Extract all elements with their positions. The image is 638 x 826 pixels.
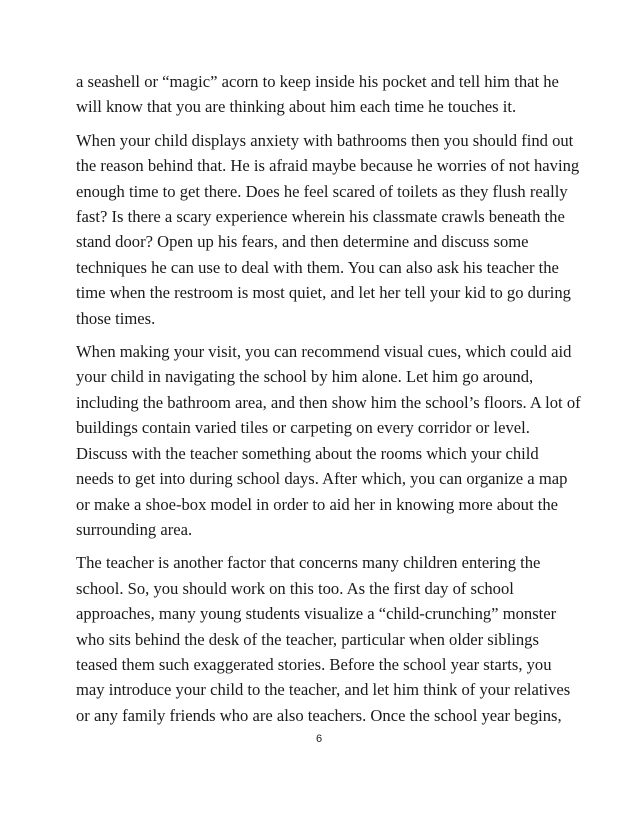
text-line: needs to get into during school days. After which, you can organize a map — [76, 469, 568, 489]
text-line: or any family friends who are also teachers. Once the school year begins, — [76, 705, 562, 725]
text-line: your child in navigating the school by him alone. Let him go around, — [76, 367, 534, 387]
page-number: 6 — [315, 733, 323, 745]
text-line: surrounding area. — [76, 519, 193, 539]
text-line: may introduce your child to the teacher, and let him think of your relatives — [76, 680, 571, 700]
paragraph-2 — [76, 128, 580, 331]
text-line: school. So, you should work on this too. As the first day of school — [76, 578, 514, 598]
text-line: will know that you are thinking about him each time he touches it. — [76, 97, 517, 117]
text-line: enough time to get there. Does he feel scared of toilets as they flush really — [76, 181, 568, 201]
text-line: stand door? Open up his fears, and then determine and discuss some — [76, 232, 529, 252]
text-line: techniques he can use to deal with them. You can also ask his teacher the — [76, 257, 559, 277]
paragraph-3 — [76, 339, 581, 542]
text-line: who sits behind the desk of the teacher, particular when older siblings — [76, 629, 539, 649]
text-line: including the bathroom area, and then show him the school’s floors. A lot of — [76, 392, 581, 412]
text-line: teased them such exaggerated stories. Before the school year starts, you — [76, 654, 552, 674]
text-line: The teacher is another factor that concerns many children entering the — [76, 553, 541, 573]
text-line: When your child displays anxiety with bathrooms then you should find out — [76, 130, 574, 150]
text-line: Discuss with the teacher something about the rooms which your child — [76, 443, 539, 463]
text-line: time when the restroom is most quiet, and let her tell your kid to go during — [76, 283, 571, 303]
text-line: or make a shoe-box model in order to aid her in knowing more about the — [76, 494, 559, 514]
text-line: the reason behind that. He is afraid maybe because he worries of not having — [76, 156, 580, 176]
paragraph-1 — [76, 69, 566, 120]
text-line: fast? Is there a scary experience wherein his classmate crawls beneath the — [76, 207, 565, 227]
text-line: approaches, many young students visualize a “child-crunching” monster — [76, 604, 557, 624]
text-line: buildings contain varied tiles or carpeting on every corridor or level. — [76, 418, 530, 438]
text-line: a seashell or “magic” acorn to keep inside his pocket and tell him that he — [76, 72, 559, 91]
body-text — [76, 69, 581, 736]
text-line: those times. — [76, 308, 156, 328]
text-line: When making your visit, you can recommend visual cues, which could aid — [76, 342, 572, 362]
paragraph-4 — [76, 550, 571, 728]
